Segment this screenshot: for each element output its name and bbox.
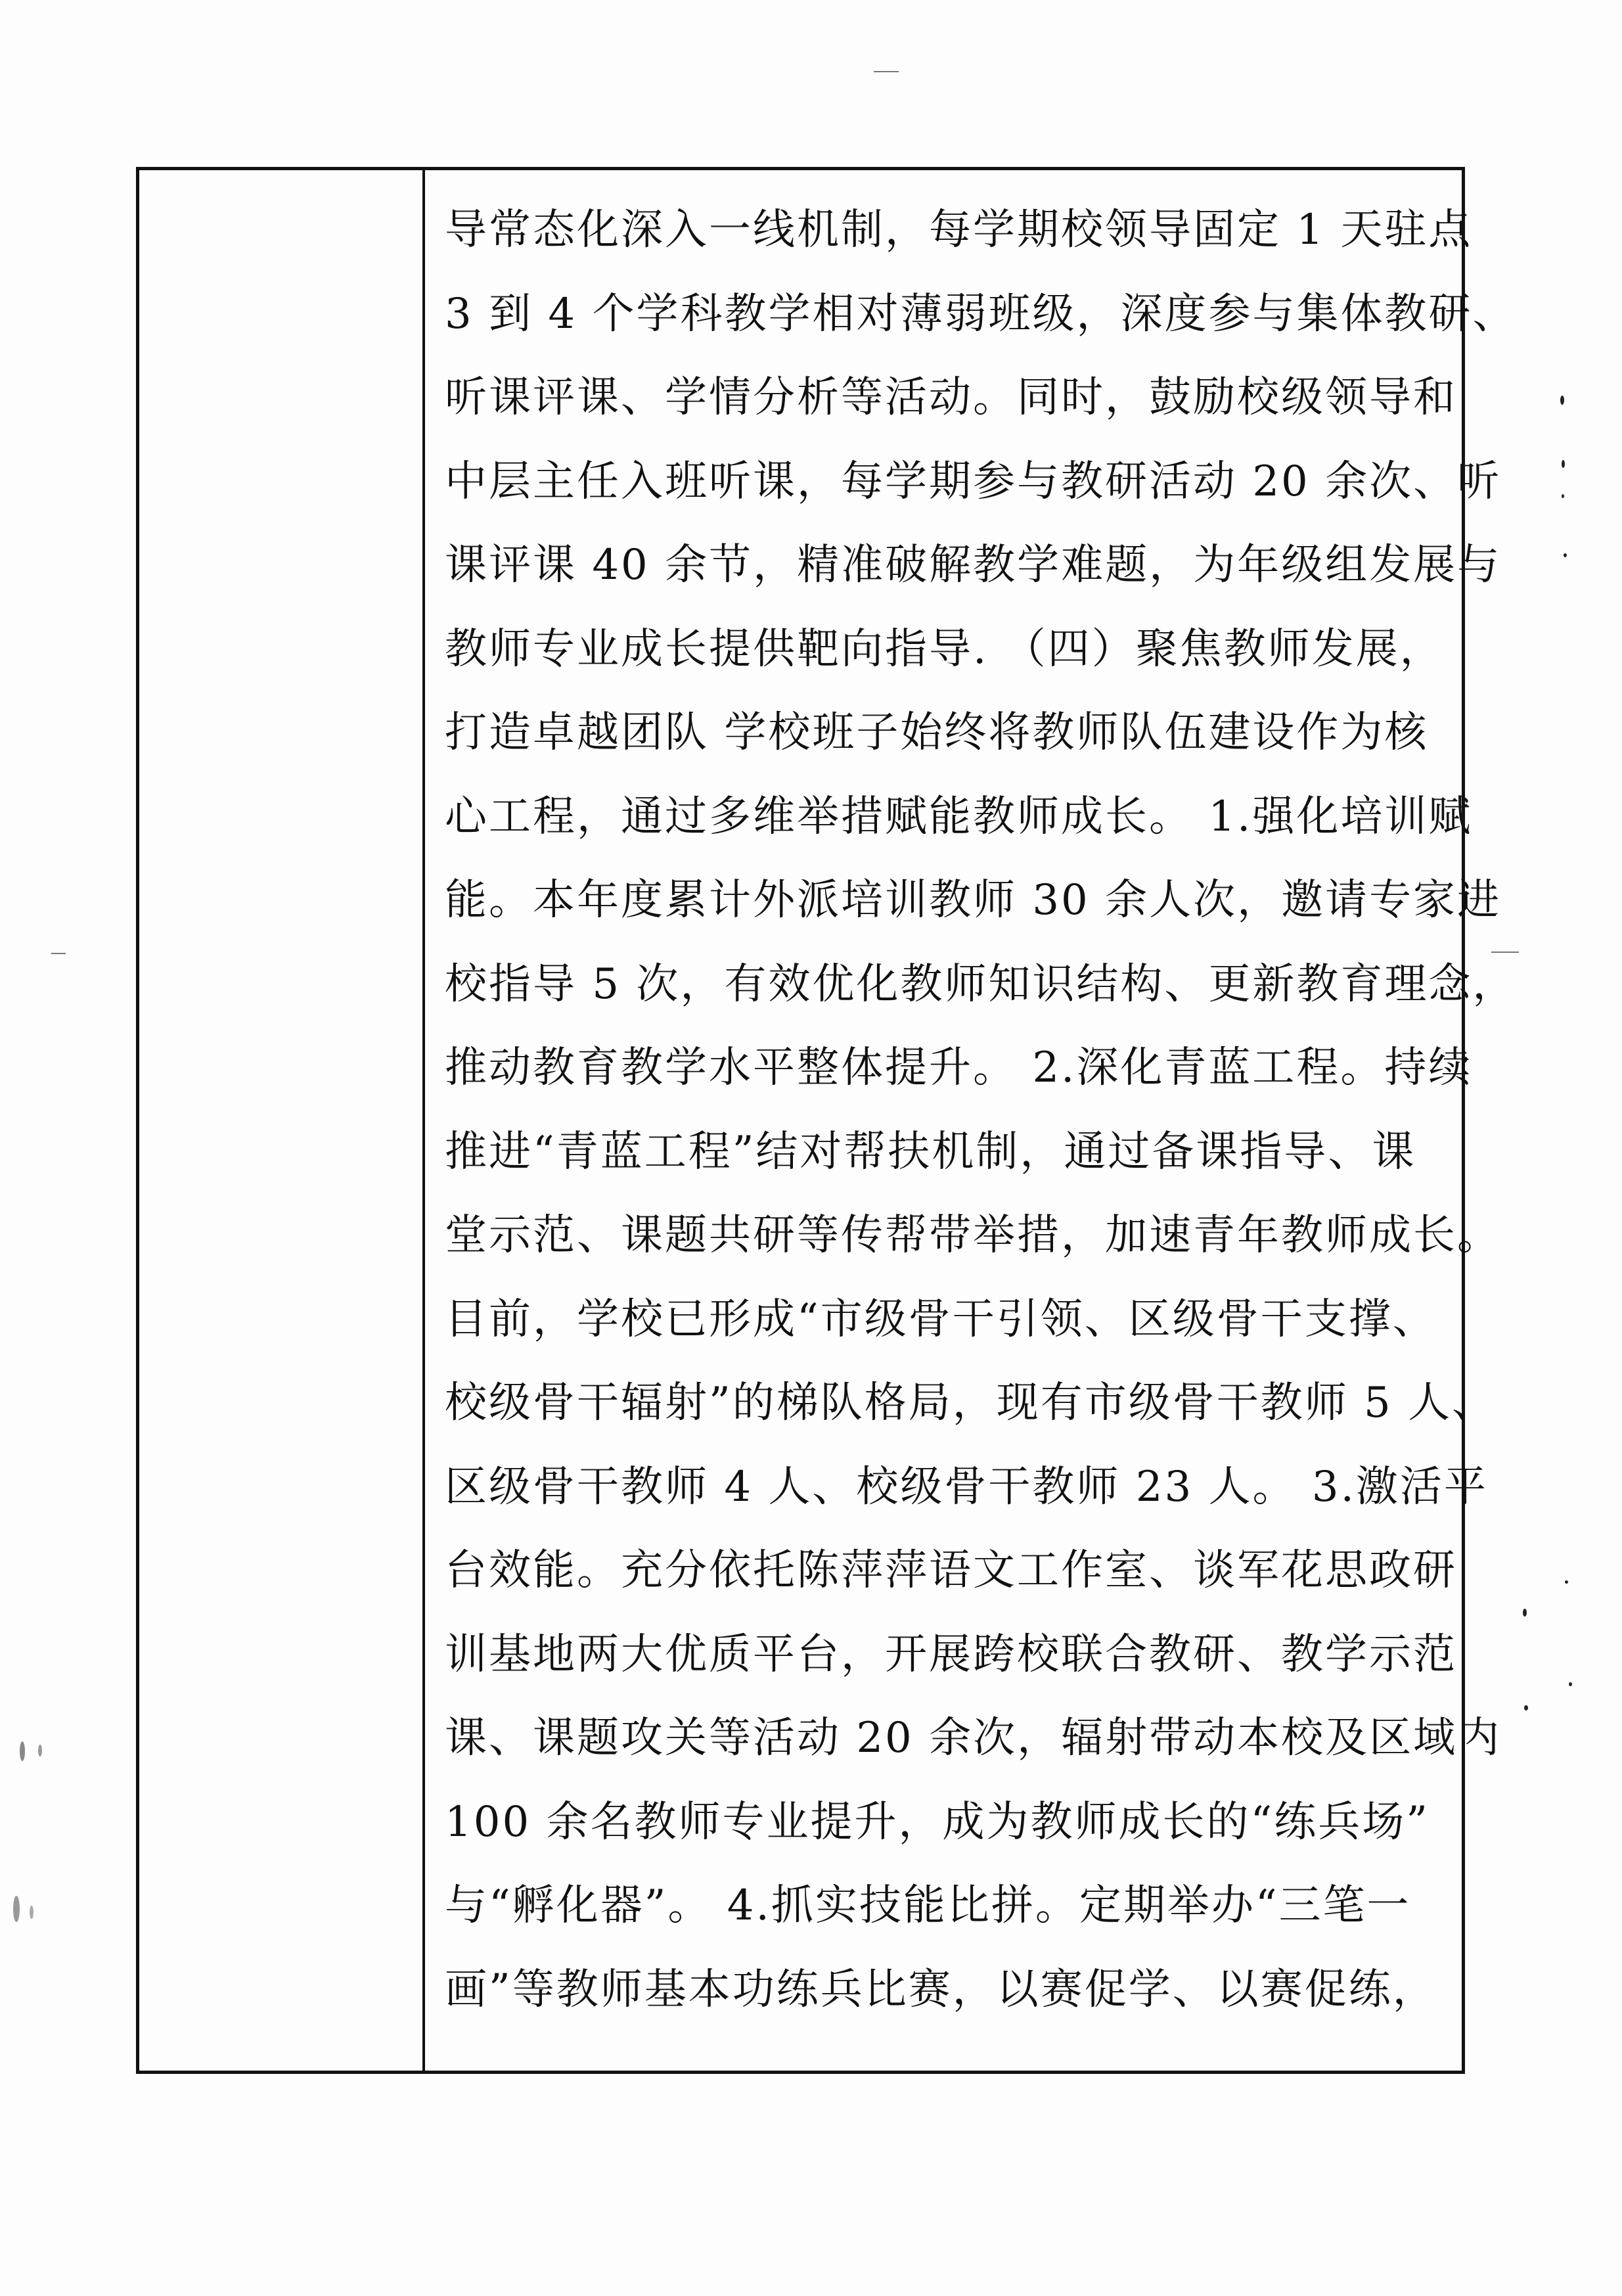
text-line: 听课评课、学情分析等活动。同时，鼓励校级领导和 — [445, 373, 1457, 422]
text-line: 校指导 5 次，有效优化教师知识结构、更新教育理念， — [445, 959, 1517, 1009]
text-line: 堂示范、课题共研等传帮带举措，加速青年教师成长。 — [445, 1211, 1501, 1260]
scan-mark — [874, 71, 899, 72]
text-line: 3 到 4 个学科教学相对薄弱班级，深度参与集体教研、 — [445, 289, 1517, 338]
scan-speck — [30, 1906, 34, 1919]
scan-speck — [1523, 1609, 1527, 1617]
text-line: 课、课题攻关等活动 20 余次，辐射带动本校及区域内 — [445, 1714, 1502, 1762]
text-line: 教师专业成长提供靶向指导. （四）聚焦教师发展， — [445, 624, 1444, 674]
text-line: 训基地两大优质平台，开展跨校联合教研、教学示范 — [445, 1630, 1457, 1679]
text-line: 心工程，通过多维举措赋能教师成长。 1.强化培训赋 — [445, 792, 1473, 841]
text-line: 台效能。充分依托陈萍萍语文工作室、谈军花思政研 — [445, 1546, 1457, 1595]
table-label-cell — [139, 170, 425, 2071]
text-line: 导常态化深入一线机制，每学期校领导固定 1 天驻点 — [445, 206, 1473, 254]
scan-mark — [51, 953, 66, 954]
scan-speck — [1565, 1580, 1568, 1584]
text-line: 推进“青蓝工程”结对帮扶机制，通过备课指导、课 — [445, 1127, 1416, 1176]
text-line: 与“孵化器”。 4.抓实技能比拼。定期举办“三笔一 — [445, 1881, 1411, 1930]
scan-speck — [1562, 494, 1564, 498]
text-line: 能。本年度累计外派培训教师 30 余人次，邀请专家进 — [445, 876, 1502, 925]
text-line: 打造卓越团队 学校班子始终将教师队伍建设作为核 — [445, 708, 1429, 757]
document-table — [136, 167, 1517, 2074]
scan-speck — [1569, 1682, 1572, 1686]
scan-speck — [13, 1896, 20, 1922]
scan-speck — [1564, 553, 1567, 557]
scan-speck — [38, 1745, 42, 1756]
scan-speck — [1560, 396, 1564, 405]
scan-speck — [1562, 460, 1565, 468]
text-line: 中层主任入班听课，每学期参与教研活动 20 余次、听 — [445, 457, 1502, 506]
scan-speck — [20, 1741, 25, 1761]
scan-mark — [1491, 952, 1519, 953]
text-line: 课评课 40 余节，精准破解教学难题，为年级组发展与 — [445, 541, 1502, 589]
text-line: 画”等教师基本功练兵比赛，以赛促学、以赛促练， — [445, 1965, 1437, 2014]
text-line: 校级骨干辐射”的梯队格局，现有市级骨干教师 5 人、 — [445, 1379, 1497, 1427]
text-line: 区级骨干教师 4 人、校级骨干教师 23 人。 3.激活平 — [445, 1462, 1488, 1511]
text-line: 100 余名教师专业提升，成为教师成长的“练兵场” — [445, 1797, 1430, 1847]
table-content-cell — [425, 170, 1517, 2071]
scan-speck — [1524, 1705, 1528, 1711]
text-line: 推动教育教学水平整体提升。 2.深化青蓝工程。持续 — [445, 1044, 1473, 1092]
text-line: 目前，学校已形成“市级骨干引领、区级骨干支撑、 — [445, 1295, 1437, 1344]
